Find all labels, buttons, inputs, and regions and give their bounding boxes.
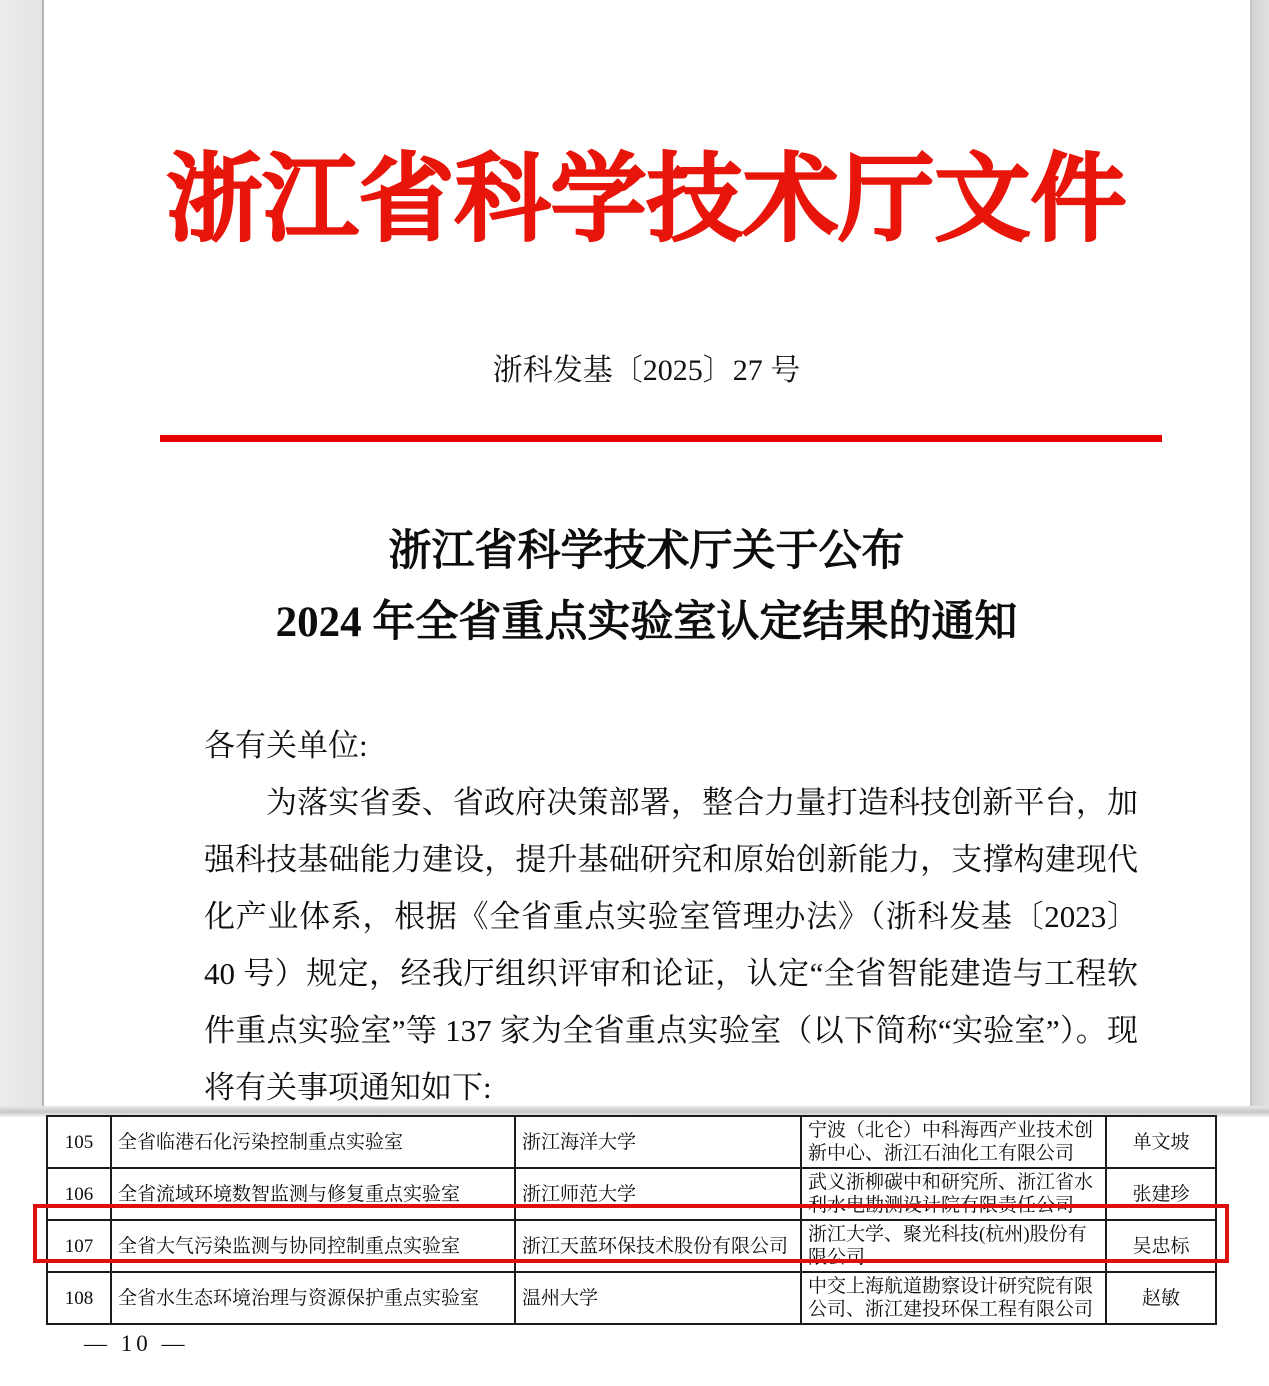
- red-divider-rule: [160, 435, 1162, 442]
- body-paragraph: 为落实省委、省政府决策部署，整合力量打造科技创新平台，加强科技基础能力建设，提升基础研究和原始创新能力，支撑构建现代化产业体系，根据《全省重点实验室管理办法》（浙科发基〔2023〕40 号）规定，经我厅组织评审和论证，认定“全省智能建造与工程软件重点实验室”等 137 家为全省重点实验室（以下简称“实验室”）。现将有关事项通知如下:: [204, 785, 1138, 1105]
- cell-lab-name: 全省大气污染监测与协同控制重点实验室: [111, 1220, 515, 1272]
- table-row-highlighted: [47, 1220, 1216, 1272]
- cell-director: 吴忠标: [1106, 1220, 1216, 1272]
- cell-partner-units: 宁波（北仑）中科海西产业技术创新中心、浙江石油化工有限公司: [801, 1116, 1106, 1168]
- notice-title-line1: 浙江省科学技术厅关于公布: [388, 528, 905, 575]
- table-row: [47, 1116, 1216, 1168]
- cell-host-unit: 浙江海洋大学: [515, 1116, 801, 1168]
- cell-host-unit: 浙江天蓝环保技术股份有限公司: [515, 1220, 801, 1272]
- cell-lab-name: 全省水生态环境治理与资源保护重点实验室: [111, 1272, 515, 1324]
- cell-no: 108: [47, 1272, 111, 1324]
- cell-no: 107: [47, 1220, 111, 1272]
- cell-lab-name: 全省临港石化污染控制重点实验室: [111, 1116, 515, 1168]
- cell-host-unit: 温州大学: [515, 1272, 801, 1324]
- cell-lab-name: 全省流域环境数智监测与修复重点实验室: [111, 1168, 515, 1220]
- scan-margin-left: [0, 0, 44, 1107]
- agency-title: 浙江省科学技术厅文件: [166, 146, 1127, 253]
- notice-title: [44, 516, 1249, 658]
- cell-director: 单文坡: [1106, 1116, 1216, 1168]
- scan-margin-right: [1250, 0, 1269, 1107]
- cell-partner-units: 中交上海航道勘察设计研究院有限公司、浙江建投环保工程有限公司: [801, 1272, 1106, 1324]
- page-number: — 10 —: [84, 1331, 189, 1356]
- cell-partner-units: 武义浙柳碳中和研究所、浙江省水利水电勘测设计院有限责任公司: [801, 1168, 1106, 1220]
- cell-host-unit: 浙江师范大学: [515, 1168, 801, 1220]
- cell-director: 张建珍: [1106, 1168, 1216, 1220]
- cell-partner-units: 浙江大学、聚光科技(杭州)股份有限公司: [801, 1220, 1106, 1272]
- lab-table: [46, 1115, 1217, 1325]
- cell-director: 赵敏: [1106, 1272, 1216, 1324]
- cell-no: 105: [47, 1116, 111, 1168]
- notice-title-line2: 2024 年全省重点实验室认定结果的通知: [275, 599, 1018, 646]
- salutation: 各有关单位:: [204, 728, 368, 763]
- doc-number: 浙科发基〔2025〕27 号: [492, 354, 801, 387]
- cell-no: 106: [47, 1168, 111, 1220]
- table-row: [47, 1272, 1216, 1324]
- table-row: [47, 1168, 1216, 1220]
